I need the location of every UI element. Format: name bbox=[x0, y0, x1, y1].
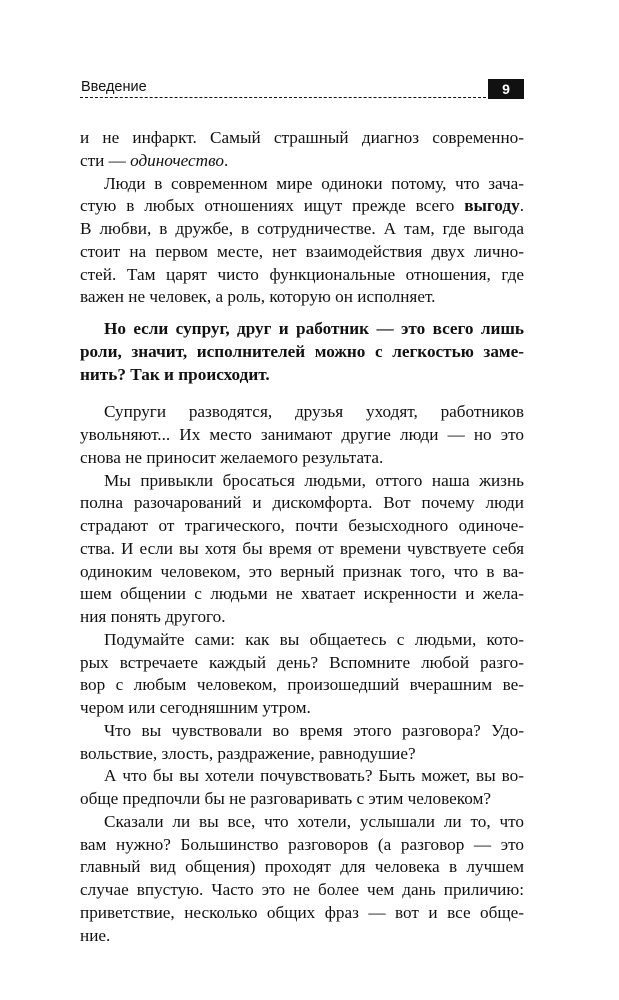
emphasis-paragraph bbox=[80, 318, 524, 386]
text-line: приветствие, несколько общих фраз — вот и все обще- bbox=[80, 902, 524, 922]
paragraph bbox=[80, 173, 524, 310]
spacer bbox=[80, 386, 524, 401]
text-line: важен не человек, а роль, которую он исполняет. bbox=[80, 287, 436, 307]
text-line: Подумайте сами: как вы общаетесь с людьми, кото- bbox=[104, 629, 524, 649]
text-line: роли, значит, исполнителей можно с легкостью заме- bbox=[80, 341, 524, 361]
spacer bbox=[80, 309, 524, 318]
text-line: ние. bbox=[80, 925, 111, 945]
header-dashed-rule bbox=[80, 97, 486, 98]
text-line: В любви, в дружбе, в сотрудничестве. А там, где выгода bbox=[80, 219, 524, 238]
text-line: чером или сегодняшним утром. bbox=[80, 698, 311, 717]
text-line: вольствие, злость, раздражение, равнодушие? bbox=[80, 743, 416, 763]
text-line: случае впустую. Часто это не более чем дань приличию: bbox=[80, 880, 524, 899]
page-number: 9 bbox=[488, 79, 524, 99]
text-line: снова не приносит желаемого результата. bbox=[80, 447, 384, 467]
text-line: главный вид общения) проходят для человека в лучшем bbox=[80, 857, 524, 877]
paragraph bbox=[80, 127, 524, 173]
section-title: Введение bbox=[81, 79, 147, 95]
text-line: и не инфаркт. Самый страшный диагноз современно- bbox=[80, 128, 524, 147]
paragraph bbox=[80, 765, 524, 811]
text-line: вам нужно? Большинство разговоров (а разговор — это bbox=[80, 834, 524, 854]
text-line: полна разочарований и дискомфорта. Вот почему люди bbox=[80, 493, 524, 513]
text-line: страдают от трагического, почти безысходного одиноче- bbox=[80, 516, 524, 535]
text-line: нить? Так и происходит. bbox=[80, 364, 270, 384]
running-header bbox=[80, 78, 524, 100]
text-line: одиноким человеком, это верный признак того, что в ва- bbox=[80, 561, 524, 581]
text-line: Мы привыкли бросаться людьми, оттого наша жизнь bbox=[104, 470, 524, 490]
text-line: Люди в современном мире одиноки потому, что зача- bbox=[104, 173, 524, 193]
text-line: Но если супруг, друг и работник — это всего лишь bbox=[104, 319, 524, 338]
bold-term: выгоду bbox=[464, 196, 520, 216]
text-line: шем общении с людьми не хватает искренности и жела- bbox=[80, 584, 524, 604]
italic-term: одиночество bbox=[130, 150, 224, 170]
paragraph bbox=[80, 720, 524, 766]
text-line: стоит на первом месте, нет взаимодействия двух лично- bbox=[80, 241, 524, 261]
text-line: ния понять другого. bbox=[80, 607, 226, 626]
page-body bbox=[80, 127, 524, 947]
text-line: ства. И если вы хотя бы время от времени чувствуете себя bbox=[80, 538, 524, 558]
text-line: стей. Там царят чисто функциональные отношения, где bbox=[80, 264, 524, 284]
text-line: А что бы вы хотели почувствовать? Быть может, вы во- bbox=[104, 766, 524, 786]
paragraph bbox=[80, 629, 524, 720]
text-line: обще предпочли бы не разговаривать с этим человеком? bbox=[80, 789, 491, 808]
text-line: Супруги разводятся, друзья уходят, работников bbox=[104, 402, 524, 422]
text-line: сти — одиночество. bbox=[80, 150, 229, 170]
text-line: стую в любых отношениях ищут прежде всего выгоду. bbox=[80, 196, 524, 216]
text-line: рых встречаете каждый день? Вспомните любой разго- bbox=[80, 652, 524, 672]
paragraph bbox=[80, 401, 524, 469]
text-line: Сказали ли вы все, что хотели, услышали ли то, что bbox=[104, 811, 524, 831]
text-line: Что вы чувствовали во время этого разговора? Удо- bbox=[104, 720, 524, 740]
paragraph bbox=[80, 811, 524, 948]
text-line: увольняют... Их место занимают другие люди — но это bbox=[80, 425, 524, 444]
text-line: вор с любым человеком, произошедший вчерашним ве- bbox=[80, 675, 524, 695]
paragraph bbox=[80, 470, 524, 629]
